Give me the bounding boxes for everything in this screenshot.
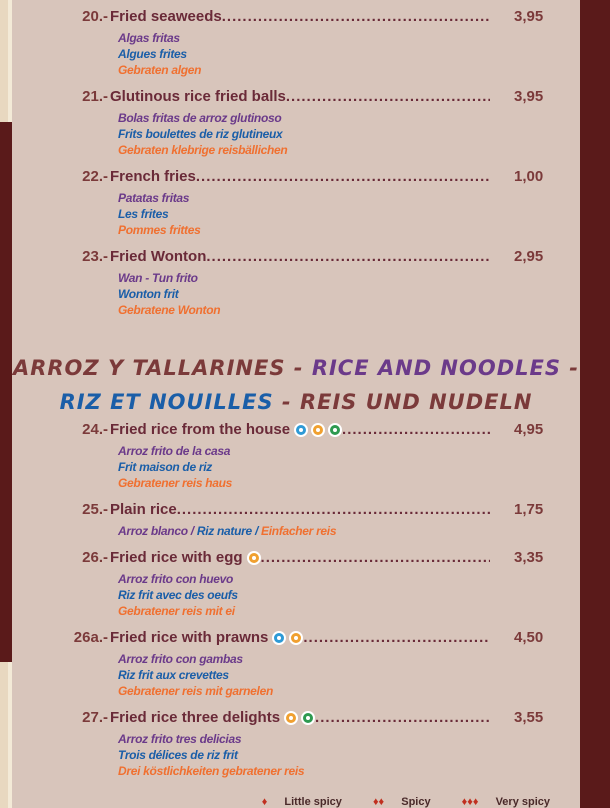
- item-name: Plain rice: [110, 501, 177, 518]
- legend-spicy: ♦♦ Spicy: [372, 796, 431, 808]
- translation-french: Riz frit avec des oeufs: [118, 588, 238, 602]
- translation-spanish: Arroz frito tres delicias: [118, 732, 242, 746]
- translation-french: Algues frites: [118, 47, 187, 61]
- item-title-line: [110, 248, 490, 265]
- item-name: Fried rice with egg: [110, 549, 243, 566]
- frame-band-left: [0, 122, 12, 662]
- leader-dots: [303, 629, 490, 646]
- translation-german: Gebraten klebrige reisbällichen: [118, 143, 288, 157]
- egg-icon: [247, 551, 261, 565]
- heading-english: RICE AND NOODLES: [311, 356, 561, 380]
- translation-spanish: Bolas fritas de arroz glutinoso: [118, 111, 282, 125]
- chili-icon: ♦♦♦: [461, 796, 479, 808]
- translation-spanish: Patatas fritas: [118, 191, 190, 205]
- item-icons: [272, 631, 303, 645]
- vegetable-icon: [301, 711, 315, 725]
- leader-dots: [177, 501, 490, 518]
- item-name: Glutinous rice fried balls: [110, 88, 286, 105]
- item-price: 1,00: [514, 168, 544, 185]
- frame-band-right: [580, 0, 610, 808]
- translation-french: Frits boulettes de riz glutineux: [118, 127, 283, 141]
- item-name: Fried seaweeds: [110, 8, 222, 25]
- item-title-line: [110, 421, 490, 438]
- item-number: 22.-: [82, 168, 108, 185]
- item-title-line: [110, 549, 490, 566]
- translation-spanish: Arroz frito de la casa: [118, 444, 231, 458]
- item-icons: [247, 551, 261, 565]
- egg-icon: [284, 711, 298, 725]
- menu-item-26: [12, 549, 580, 619]
- item-price: 1,75: [514, 501, 544, 518]
- item-price: 3,95: [514, 88, 544, 105]
- leader-dots: [342, 421, 490, 438]
- translation-spanish: Wan - Tun frito: [118, 271, 198, 285]
- heading-dash: -: [273, 390, 300, 414]
- seafood-icon: [272, 631, 286, 645]
- menu-item-24: [12, 421, 580, 491]
- translation-french: Les frites: [118, 207, 169, 221]
- item-number: 26.-: [82, 549, 108, 566]
- translation-french: Trois délices de riz frit: [118, 748, 238, 762]
- item-name: Fried Wonton: [110, 248, 207, 265]
- menu-item-26a: [12, 629, 580, 699]
- heading-french: RIZ ET NOUILLES: [59, 390, 274, 414]
- section-heading-line2: [12, 390, 580, 414]
- leader-dots: [222, 8, 490, 25]
- translation-german: Gebratener reis haus: [118, 476, 233, 490]
- translation-french: Frit maison de riz: [118, 460, 212, 474]
- item-price: 2,95: [514, 248, 544, 265]
- translation-german: Einfacher reis: [261, 524, 337, 538]
- item-name: Fried rice with prawns: [110, 629, 269, 646]
- item-number: 21.-: [82, 88, 108, 105]
- item-number: 20.-: [82, 8, 108, 25]
- translation-german: Gebratener reis mit ei: [118, 604, 235, 618]
- item-number: 27.-: [82, 709, 108, 726]
- egg-icon: [289, 631, 303, 645]
- item-number: 26a.-: [73, 629, 108, 646]
- leader-dots: [196, 168, 490, 185]
- item-name: Fried rice three delights: [110, 709, 281, 726]
- menu-panel: [12, 0, 580, 808]
- vegetable-icon: [328, 423, 342, 437]
- item-title-line: [110, 168, 490, 185]
- heading-german: REIS UND NUDELN: [299, 390, 533, 414]
- translation-spanish: Arroz frito con huevo: [118, 572, 234, 586]
- translation-french: Wonton frit: [118, 287, 179, 301]
- item-title-line: [110, 709, 490, 726]
- legend-very-spicy: ♦♦♦ Very spicy: [461, 796, 550, 808]
- translation-german: Gebraten algen: [118, 63, 202, 77]
- egg-icon: [311, 423, 325, 437]
- item-title-line: [110, 629, 490, 646]
- item-price: 4,50: [514, 629, 544, 646]
- item-number: 24.-: [82, 421, 108, 438]
- item-title-line: [110, 88, 490, 105]
- translation-german: Gebratene Wonton: [118, 303, 221, 317]
- menu-item-20: [12, 8, 580, 78]
- menu-item-21: [12, 88, 580, 158]
- translations-inline: [118, 523, 580, 539]
- item-name: Fried rice from the house: [110, 421, 291, 438]
- leader-dots: [315, 709, 490, 726]
- item-number: 25.-: [82, 501, 108, 518]
- item-title-line: [110, 501, 490, 518]
- leader-dots: [206, 248, 490, 265]
- item-icons: [294, 423, 342, 437]
- heading-spanish: ARROZ Y TALLARINES: [12, 356, 286, 380]
- spice-legend: [12, 796, 580, 808]
- item-icons: [284, 711, 315, 725]
- separator: /: [254, 524, 258, 538]
- heading-dash: -: [285, 356, 312, 380]
- menu-item-23: [12, 248, 580, 318]
- leader-dots: [286, 88, 490, 105]
- item-price: 4,95: [514, 421, 544, 438]
- chili-icon: ♦: [261, 796, 268, 808]
- menu-item-27: [12, 709, 580, 779]
- translation-german: Gebratener reis mit garnelen: [118, 684, 273, 698]
- item-title-line: [110, 8, 490, 25]
- translation-french: Riz nature: [196, 524, 252, 538]
- translation-spanish: Algas fritas: [118, 31, 180, 45]
- section-heading-line1: [12, 356, 580, 380]
- item-price: 3,35: [514, 549, 544, 566]
- menu-item-22: [12, 168, 580, 238]
- item-name: French fries: [110, 168, 196, 185]
- legend-little-spicy: ♦ Little spicy: [261, 796, 342, 808]
- menu-item-25: [12, 501, 580, 539]
- leader-dots: [261, 549, 490, 566]
- heading-dash: -: [561, 356, 580, 380]
- translation-spanish: Arroz blanco: [118, 524, 188, 538]
- separator: /: [190, 524, 194, 538]
- translation-german: Drei köstlichkeiten gebratener reis: [118, 764, 305, 778]
- item-price: 3,55: [514, 709, 544, 726]
- translation-spanish: Arroz frito con gambas: [118, 652, 243, 666]
- item-price: 3,95: [514, 8, 544, 25]
- translation-german: Pommes frittes: [118, 223, 201, 237]
- item-number: 23.-: [82, 248, 108, 265]
- seafood-icon: [294, 423, 308, 437]
- translation-french: Riz frit aux crevettes: [118, 668, 229, 682]
- chili-icon: ♦♦: [372, 796, 385, 808]
